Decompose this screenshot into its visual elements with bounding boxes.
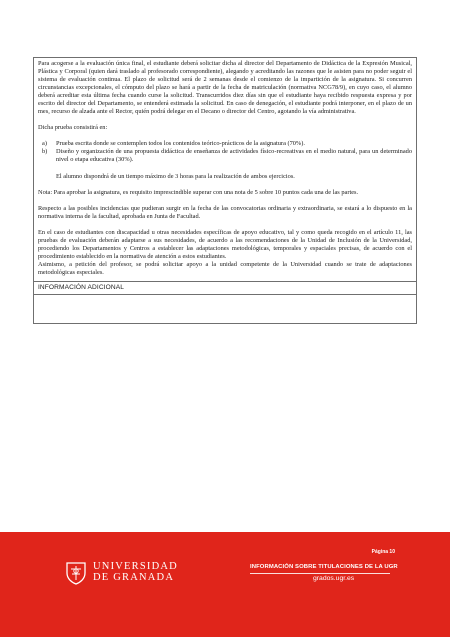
- paragraph-single-final-evaluation: Para acogerse a la evaluación única final, el estudiante deberá solicitar dicha al director del Departamento de Didáctica de la Expresión Musical, Plástica y Corporal (quien dará traslado al profesorado correspondiente), alegando y acreditando las razones que le asisten para no poder seguir el sistema de evaluación continua. El plazo de solicitud será de 2 semanas desde el comienzo de la impartición de la asignatura. Si concurren circunstancias excepcionales, el cómputo del plazo se hará a partir de la fecha de matriculación (normativa NCG78/9), en cuyo caso, el alumno deberá acreditar esta última fecha cuando curse la solicitud. Transcurridos diez días sin que el estudiante haya recibido respuesta expresa y por escrito del director del Departamento, se entenderá estimada la solicitud. En caso de denegación, el estudiante podrá interponer, en el plazo de un mes, recurso de alzada ante el Rector, quién podrá delegar en el Decano o director del Centro, agotando la vía administrativa.: [38, 60, 412, 116]
- list-marker: b): [42, 148, 48, 156]
- page-footer: [0, 532, 450, 637]
- page-number: Página 10: [371, 549, 395, 555]
- list-item-text: Prueba escrita donde se contemplen todos los contenidos teórico-prácticos de la asignatura (70%).: [56, 140, 305, 148]
- evaluation-content-cell: [34, 58, 416, 281]
- paragraph-time-limit: El alumno dispondrá de un tiempo máximo de 3 horas para la realización de ambos ejercicios.: [56, 172, 295, 180]
- paragraph-pass-note: Nota: Para aprobar la asignatura, es requisito imprescindible superar con una nota de 5 sobre 10 puntos cada una de las partes.: [38, 188, 359, 196]
- logo-text-line2: DE GRANADA: [93, 572, 175, 583]
- list-marker: a): [42, 140, 47, 148]
- university-shield-icon: [65, 561, 87, 585]
- titulaciones-info-title: INFORMACIÓN SOBRE TITULACIONES DE LA UGR: [250, 564, 398, 570]
- paragraph-test-intro: Dicha prueba consistirá en:: [38, 124, 108, 132]
- footer-divider: [250, 573, 390, 574]
- test-parts-list: [38, 140, 412, 164]
- university-logo: [65, 561, 185, 585]
- list-item-text: Diseño y organización de una propuesta didáctica de enseñanza de actividades físico-recreativas en el medio natural, para un determinado nivel o etapa educativa (30%).: [56, 148, 412, 164]
- additional-info-cell: [34, 295, 416, 323]
- list-item: [38, 148, 412, 164]
- grados-link[interactable]: grados.ugr.es: [313, 575, 355, 582]
- list-item: [38, 140, 412, 148]
- evaluation-table: [33, 57, 417, 324]
- paragraph-disability: En el caso de estudiantes con discapacidad u otras necesidades específicas de apoyo educativo, tal y como queda recogido en el artículo 11, las pruebas de evaluación deberán adaptarse a sus necesidades, de acuerdo a las recomendaciones de la Unidad de Inclusión de la Universidad, procediendo los Departamentos y Centros a establecer las adaptaciones metodológicas, temporales y espaciales precisas, de acuerdo con el procedimiento establecido en la normativa de atención a estos estudiantes.: [38, 228, 412, 260]
- paragraph-incidents: Respecto a las posibles incidencias que pudieran surgir en la fecha de las convocatorias ordinaria y extraordinaria, se estará a lo dispuesto en la normativa interna de la facultad, aprobada en Junta de Facultad.: [38, 204, 412, 220]
- section-header-additional-info: INFORMACIÓN ADICIONAL: [34, 281, 416, 295]
- paragraph-professor-support: Asimismo, a petición del profesor, se podrá solicitar apoyo a la unidad competente de la Universidad cuando se trate de adaptaciones metodológicas especiales.: [38, 260, 412, 276]
- logo-text-line1: UNIVERSIDAD: [93, 561, 178, 572]
